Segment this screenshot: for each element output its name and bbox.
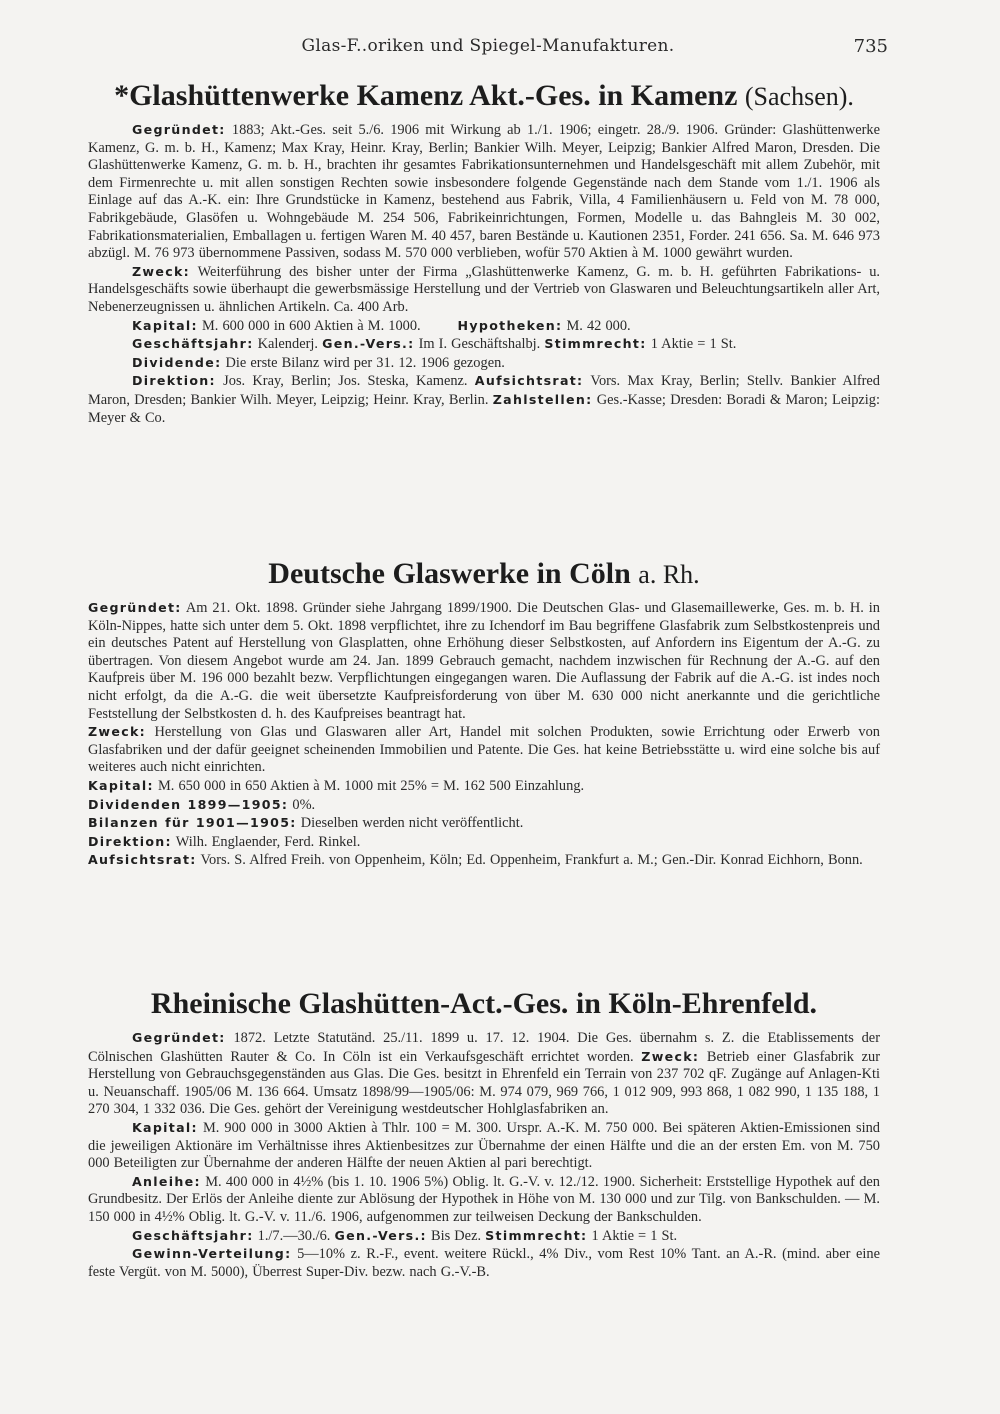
section-aufsichtsrat — [88, 851, 880, 870]
section-label: Anleihe: — [132, 1173, 201, 1189]
section-text: 1872. Letzte Statutänd. 25./11. 1899 u. 17. 12. 1904. Die Ges. übernahm s. Z. die Etablissements der Cölnischen Glashütten Rauter & Co. In Cöln ist ein Verkaufsgeschäft errichtet worden. — [88, 1030, 880, 1065]
section-text: M. 42 000. — [566, 317, 631, 334]
entry-deutsche-glaswerke — [88, 556, 880, 870]
section-text: 1./7.—30./6. — [257, 1227, 331, 1244]
running-head — [88, 36, 888, 62]
section-text: Ges.-Kasse; Dresden: Boradi & Maron; Leipzig: Meyer & Co. — [88, 391, 880, 426]
section-text: Kalenderj. — [257, 336, 318, 353]
section-text: Im I. Geschäftshalbj. — [418, 336, 541, 353]
section-kapital — [88, 317, 880, 336]
page-number: 735 — [853, 36, 888, 57]
section-label: Geschäftsjahr: — [132, 1227, 254, 1243]
section-text: 0%. — [292, 796, 316, 813]
section-label: Hypotheken: — [457, 317, 563, 333]
section-text: Vors. S. Alfred Freih. von Oppenheim, Köln; Ed. Oppenheim, Frankfurt a. M.; Gen.-Dir. Konrad Eichhorn, Bonn. — [200, 852, 863, 869]
section-label: Gegründet: — [132, 1030, 226, 1045]
section-label: Gen.-Vers.: — [322, 336, 415, 352]
section-label: Gen.-Vers.: — [334, 1227, 427, 1243]
running-title: Glas-F..oriken und Spiegel-Manufakturen. — [301, 36, 675, 56]
section-text: Betrieb einer Glasfabrik zur Herstellung von Gebrauchsgegenständen aus Glas. Die Ges. besitzt in Ehrenfeld ein Terrain von 237 702 qF. Zugänge auf Anlagen-Kti u. Neuanschaff. 1905/06 M. 136 664. Umsatz 1898/99—1905/06: M. 974 079, 969 766, 1 012 909, 993 868, 1 082 990, 1 135 188, 1 270 304, 1 332 036. Die Ges. gehört der Vereinigung westdeutscher Hohlglasfabriken an. — [88, 1048, 881, 1118]
section-zweck — [88, 723, 880, 777]
section-text: 1883; Akt.-Ges. seit 5./6. 1906 mit Wirkung ab 1./1. 1906; eingetr. 28./9. 1906. Gründer: Glashüttenwerke Kamenz, G. m. b. H., Kamenz; Max Kray, Heinr. Kray, Berlin; Bankier Wilh. Meyer, Leipzig; Bankier Alfred Maron, Dresden. Die Glashüttenwerke Kamenz, G. m. b. H., brachten ihr gesamtes Fabrikationsunternehmen und Handelsgeschäft mit allem Zubehör, mit dem Firmenrechte u. mit allen sonstigen Rechten sowie insbesondere folgende Gegenstände nach dem Stande vom 1./1. 1906 als Einlage auf das A.-K. ein: Ihre Grundstücke in Kamenz, bestehend aus Fabrik, Villa, 4 Familienhäusern u. Feld von M. 78 000, Fabrikgebäude, Glasöfen u. Wohngebäude M. 254 506, Fabrikeinrichtungen, Formen, Modelle u. das Bahngleis M. 30 002, Fabrikationsmaterialien, Emballagen u. fertigen Waren M. 40 457, baren Bestände u. Kautionen 2351, Forder. 241 656. Sa. M. 646 973 abzügl. M. 76 973 übernommene Passiven, sodass M. 570 000 verblieben, wofür 570 Aktien à M. 1000 gewährt wurden. — [88, 122, 880, 262]
section-dividenden — [88, 796, 880, 815]
entry-title: *Glashüttenwerke Kamenz Akt.-Ges. in Kamenz — [114, 79, 738, 112]
section-text: Bis Dez. — [431, 1227, 482, 1244]
entry-rheinische-glashuetten — [88, 986, 880, 1281]
section-label: Stimmrecht: — [544, 336, 647, 352]
entry-title-suffix: (Sachsen). — [744, 82, 854, 111]
section-text: 1 Aktie = 1 St. — [650, 336, 737, 353]
section-label: Kapital: — [88, 777, 154, 793]
section-text: Herstellung von Glas und Glaswaren aller Art, Handel mit solchen Produkten, sowie Errichtung oder Erwerb von Glasfabriken und der dafür geeignet scheinenden Immobilien und Patente. Die Ges. hat keine Betriebsstätte u. wird eine solche bis auf weiteres auch nicht einrichten. — [88, 724, 880, 776]
entry-title: Rheinische Glashütten-Act.-Ges. in Köln-Ehrenfeld. — [150, 987, 818, 1020]
section-label: Gewinn-Verteilung: — [132, 1246, 292, 1262]
section-label: Geschäftsjahr: — [132, 336, 254, 352]
section-bilanzen — [88, 814, 880, 833]
section-text: Vors. Max Kray, Berlin; Stellv. Bankier Alfred Maron, Dresden; Bankier Wilh. Meyer, Leipzig; Heinr. Kray, Berlin. — [88, 373, 880, 408]
section-direktion — [88, 372, 880, 427]
section-direktion — [88, 833, 880, 852]
section-label: Stimmrecht: — [485, 1227, 588, 1243]
section-text: Wilh. Englaender, Ferd. Rinkel. — [175, 833, 361, 850]
section-label: Dividenden 1899—1905: — [88, 796, 289, 812]
entry-heading — [88, 986, 880, 1023]
section-text: Am 21. Okt. 1898. Gründer siehe Jahrgang 1899/1900. Die Deutschen Glas- und Glasemaillewerke, Ges. m. b. H. in Köln-Nippes, hatte sich unter dem 5. Okt. 1898 verpflichtet, ihre zu Ichendorf im Bau begriffene Glasfabrik zum Selbstkostenpreis und ein deutsches Patent auf Herstellung von Glasplatten, ohne Erhöhung dieser Selbstkosten, auf Anfordern ins Eigentum der A.-G. zu übertragen. Von diesem Angebot wurde am 24. Jan. 1899 Gebrauch gemacht, nachdem inzwischen für Rechnung der A.-G. auf den Kaufpreis über M. 196 000 bezahlt bezw. Verpflichtungen eingegangen waren. Die Auflassung der Fabrik auf die A.-G. ist indes noch nicht erfolgt, da die A.-G. die weit übersetzte Kaufpreisforderung von über M. 630 000 nicht anerkannte und die gerichtliche Feststellung der Selbstkosten d. h. des Kaufpreises beantragt hat. — [88, 600, 880, 722]
entry-title: Deutsche Glaswerke in Cöln — [268, 557, 631, 590]
section-text: M. 600 000 in 600 Aktien à M. 1000. — [201, 317, 421, 334]
entry-heading — [88, 556, 880, 593]
section-label: Bilanzen für 1901—1905: — [88, 815, 297, 831]
section-text: 1 Aktie = 1 St. — [591, 1227, 678, 1244]
section-label: Zweck: — [132, 263, 190, 279]
section-label: Direktion: — [88, 833, 172, 849]
section-label: Dividende: — [132, 354, 222, 370]
section-anleihe — [88, 1173, 880, 1227]
section-text: Dieselben werden nicht veröffentlicht. — [300, 815, 524, 832]
section-text: Jos. Kray, Berlin; Jos. Steska, Kamenz. — [223, 373, 468, 390]
section-text: Die erste Bilanz wird per 31. 12. 1906 gezogen. — [225, 354, 505, 371]
section-label: Aufsichtsrat: — [474, 373, 584, 389]
entry-title-suffix: a. Rh. — [638, 560, 700, 589]
section-text: 5—10% z. R.-F., event. weitere Rückl., 4% Div., vom Rest 10% Tant. an A.-R. (mind. aber eine feste Vergüt. von M. 5000), Überrest Super-Div. bezw. nach G.-V.-B. — [88, 1246, 880, 1280]
section-label: Direktion: — [132, 373, 216, 389]
section-kapital — [88, 777, 880, 796]
section-gegruendet — [88, 1029, 880, 1119]
section-label: Gegründet: — [88, 600, 182, 615]
section-label: Kapital: — [132, 317, 198, 333]
entry-heading — [88, 78, 880, 115]
section-text: Weiterführung des bisher unter der Firma „Glashüttenwerke Kamenz, G. m. b. H. geführten Fabrikations- u. Handelsgeschäfts sowie überhaupt die gewerbsmässige Herstellung und der Vertrieb von Glaswaren und Beleuchtungsartikeln aller Art, Nebenerzeugnissen u. ähnlichen Artikeln. Ca. 400 Arb. — [88, 263, 880, 315]
section-gegruendet — [88, 599, 880, 723]
section-text: M. 650 000 in 650 Aktien à M. 1000 mit 25% = M. 162 500 Einzahlung. — [157, 777, 585, 794]
section-dividende — [88, 354, 880, 373]
entry-glashuettenwerke-kamenz — [88, 78, 880, 427]
section-label: Zweck: — [88, 724, 146, 740]
section-text: M. 900 000 in 3000 Aktien à Thlr. 100 = M. 300. Urspr. A.-K. M. 750 000. Bei späteren Aktien-Emissionen sind die jeweiligen Aktionäre im Verhältnisse ihres Aktienbesitzes zur Übernahme der einen Hälfte und die an der ersten Em. von M. 750 000 Beteiligten zur Übernahme der anderen Hälfte der neuen Aktien al pari berechtigt. — [88, 1119, 880, 1172]
section-geschaeftsjahr — [88, 335, 880, 354]
section-label: Aufsichtsrat: — [88, 852, 197, 868]
section-label: Gegründet: — [132, 122, 226, 137]
section-text: M. 400 000 in 4½% (bis 1. 10. 1906 5%) Oblig. lt. G.-V. v. 12./12. 1900. Sicherheit: Erststellige Hypothek auf den Grundbesitz. Der Erlös der Anleihe diente zur Ablösung der Hypothek in Höhe von M. 130 000 und zur Tilg. von Bankschulden. — M. 150 000 in 4½% Oblig. lt. G.-V. v. 11./6. 1906, aufgenommen zur teilweisen Deckung der Bankschulden. — [88, 1173, 880, 1225]
section-kapital — [88, 1119, 880, 1173]
section-gegruendet — [88, 121, 880, 263]
section-label: Zweck: — [641, 1048, 700, 1064]
section-geschaeftsjahr — [88, 1227, 880, 1246]
section-gewinn-verteilung — [88, 1245, 880, 1281]
section-label: Zahlstellen: — [492, 391, 593, 407]
section-zweck — [88, 263, 880, 317]
section-label: Kapital: — [132, 1119, 198, 1135]
